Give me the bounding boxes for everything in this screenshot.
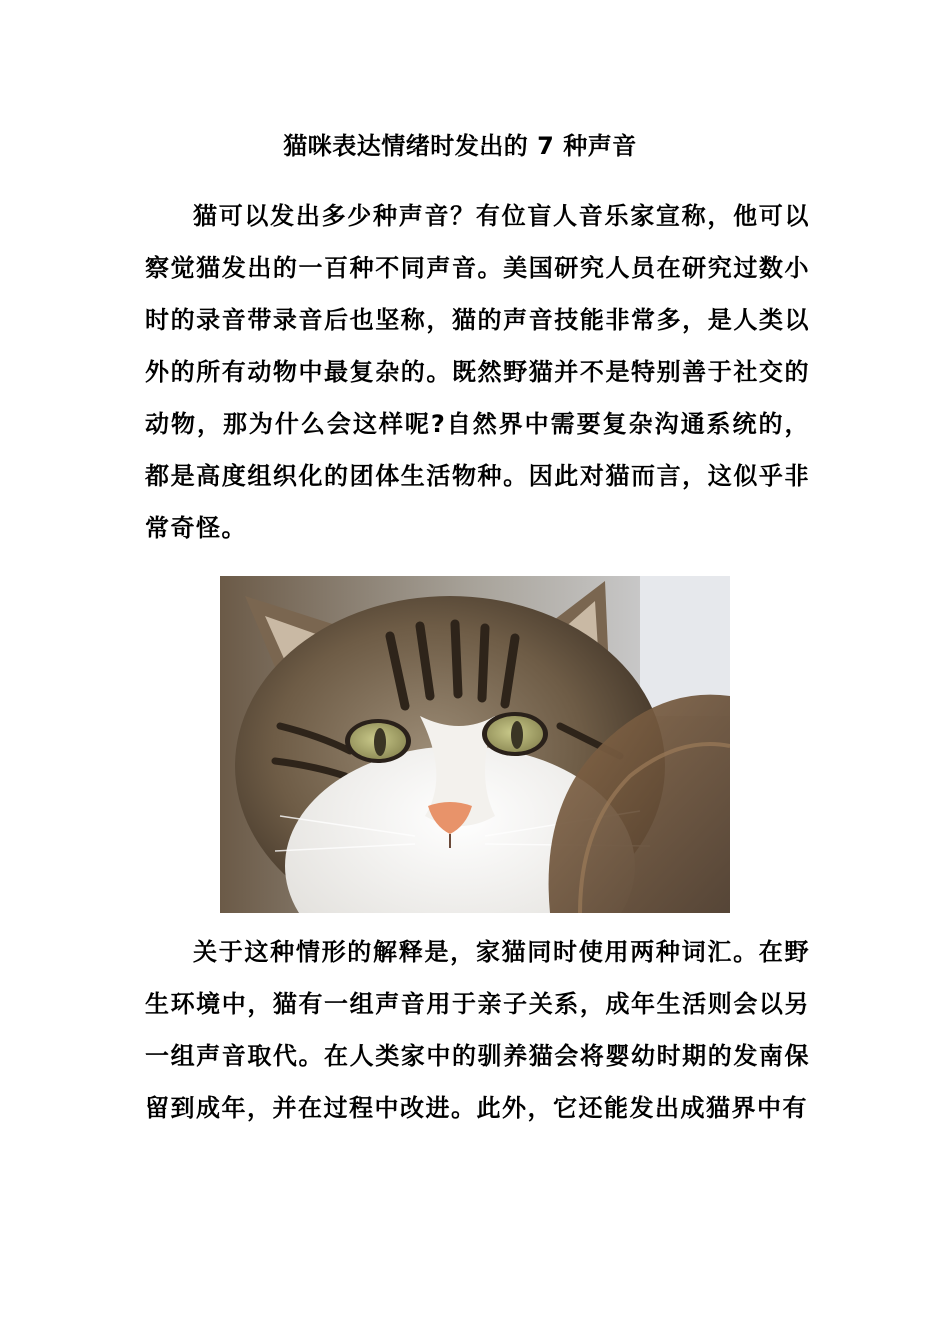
cat-illustration — [220, 576, 730, 913]
document-title: 猫咪表达情绪时发出的 7 种声音 — [283, 132, 637, 160]
paragraph-explanation: 关于这种情形的解释是，家猫同时使用两种词汇。在野生环境中，猫有一组声音用于亲子关系，成年生活则会以另一组声音取代。在人类家中的驯养猫会将婴幼时期的发南保留到成年，并在过程中改进。此外，它还能发出成猫界中有 — [145, 938, 810, 1122]
paragraph-intro: 猫可以发出多少种声音？有位盲人音乐家宣称，他可以察觉猫发出的一百种不同声音。美国研究人员在研究过数小时的录音带录音后也坚称，猫的声音技能非常多，是人类以外的所有动物中最复杂的。既然野猫并不是特别善于社交的动物，那为什么会这样呢?自然界中需要复杂沟通系统的，都是高度组织化的团体生活物种。因此对猫而言，这似乎非常奇怪。 — [145, 202, 810, 542]
cat-photo — [220, 576, 730, 913]
